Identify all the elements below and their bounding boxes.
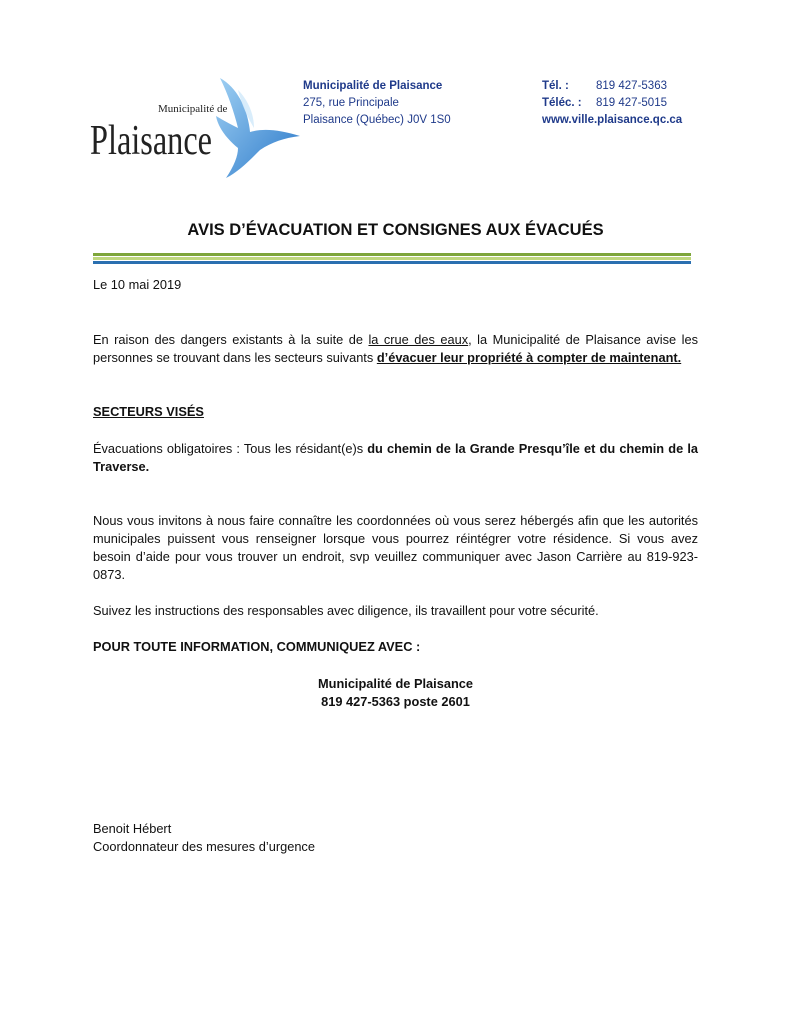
info-name: Municipalité de Plaisance xyxy=(317,676,474,691)
address-name: Municipalité de Plaisance xyxy=(303,80,443,92)
contact-block xyxy=(542,78,682,129)
signature-title: Coordonnateur des mesures d’urgence xyxy=(93,839,315,854)
info-heading: POUR TOUTE INFORMATION, COMMUNIQUEZ AVEC : xyxy=(93,639,421,654)
p2-text-a: Évacuations obligatoires : Tous les résidant(e)s xyxy=(93,441,368,456)
fax-label: Téléc. : xyxy=(542,97,582,109)
sectors-heading: SECTEURS VISÉS xyxy=(93,404,204,419)
tel-label: Tél. : xyxy=(542,80,569,92)
goose-logo-icon xyxy=(88,70,303,182)
document-date: Le 10 mai 2019 xyxy=(93,277,182,292)
page-title: AVIS D’ÉVACUATION ET CONSIGNES AUX ÉVACUÉS xyxy=(187,221,604,239)
municipality-logo xyxy=(88,70,303,182)
p1-strong: d’évacuer leur propriété à compter de maintenant. xyxy=(376,350,682,365)
tel-value: 819 427-5363 xyxy=(596,80,667,92)
paragraph-instructions: Suivez les instructions des responsables avec diligence, ils travaillent pour votre sécurité. xyxy=(93,603,599,618)
paragraph-sectors xyxy=(93,440,698,476)
p1-flood-link: la crue des eaux xyxy=(368,332,469,347)
address-block xyxy=(303,78,451,129)
logo-small-text: Municipalité de xyxy=(158,103,228,115)
info-phone: 819 427-5363 poste 2601 xyxy=(321,694,470,709)
paragraph-lodging: Nous vous invitons à nous faire connaître les coordonnées où vous serez hébergés afin que les autorités municipales puissent vous renseigner lorsque vous pourrez réintégrer votre résidence. Si vous avez besoin d’aide pour vous trouver un endroit, svp veuillez communiquer avec Jason Carrière au 819-923-0873. xyxy=(93,513,698,582)
address-city: Plaisance (Québec) J0V 1S0 xyxy=(303,114,451,126)
website-link[interactable]: www.ville.plaisance.qc.ca xyxy=(542,114,683,126)
signature-name: Benoit Hébert xyxy=(93,821,172,836)
logo-big-text: Plaisance xyxy=(90,118,212,164)
title-rule xyxy=(93,253,691,265)
p1-text-b: , la Municipalité de Plaisance avise les personnes se trouvant dans les secteurs suivants xyxy=(93,332,698,365)
address-street: 275, rue Principale xyxy=(303,97,399,109)
p2-strong: du chemin de la Grande Presqu’île et du chemin de la Traverse. xyxy=(93,441,698,474)
fax-value: 819 427-5015 xyxy=(596,97,667,109)
paragraph-evacuation-notice xyxy=(93,331,698,367)
p1-text-a: En raison des dangers existants à la suite de xyxy=(93,332,369,347)
